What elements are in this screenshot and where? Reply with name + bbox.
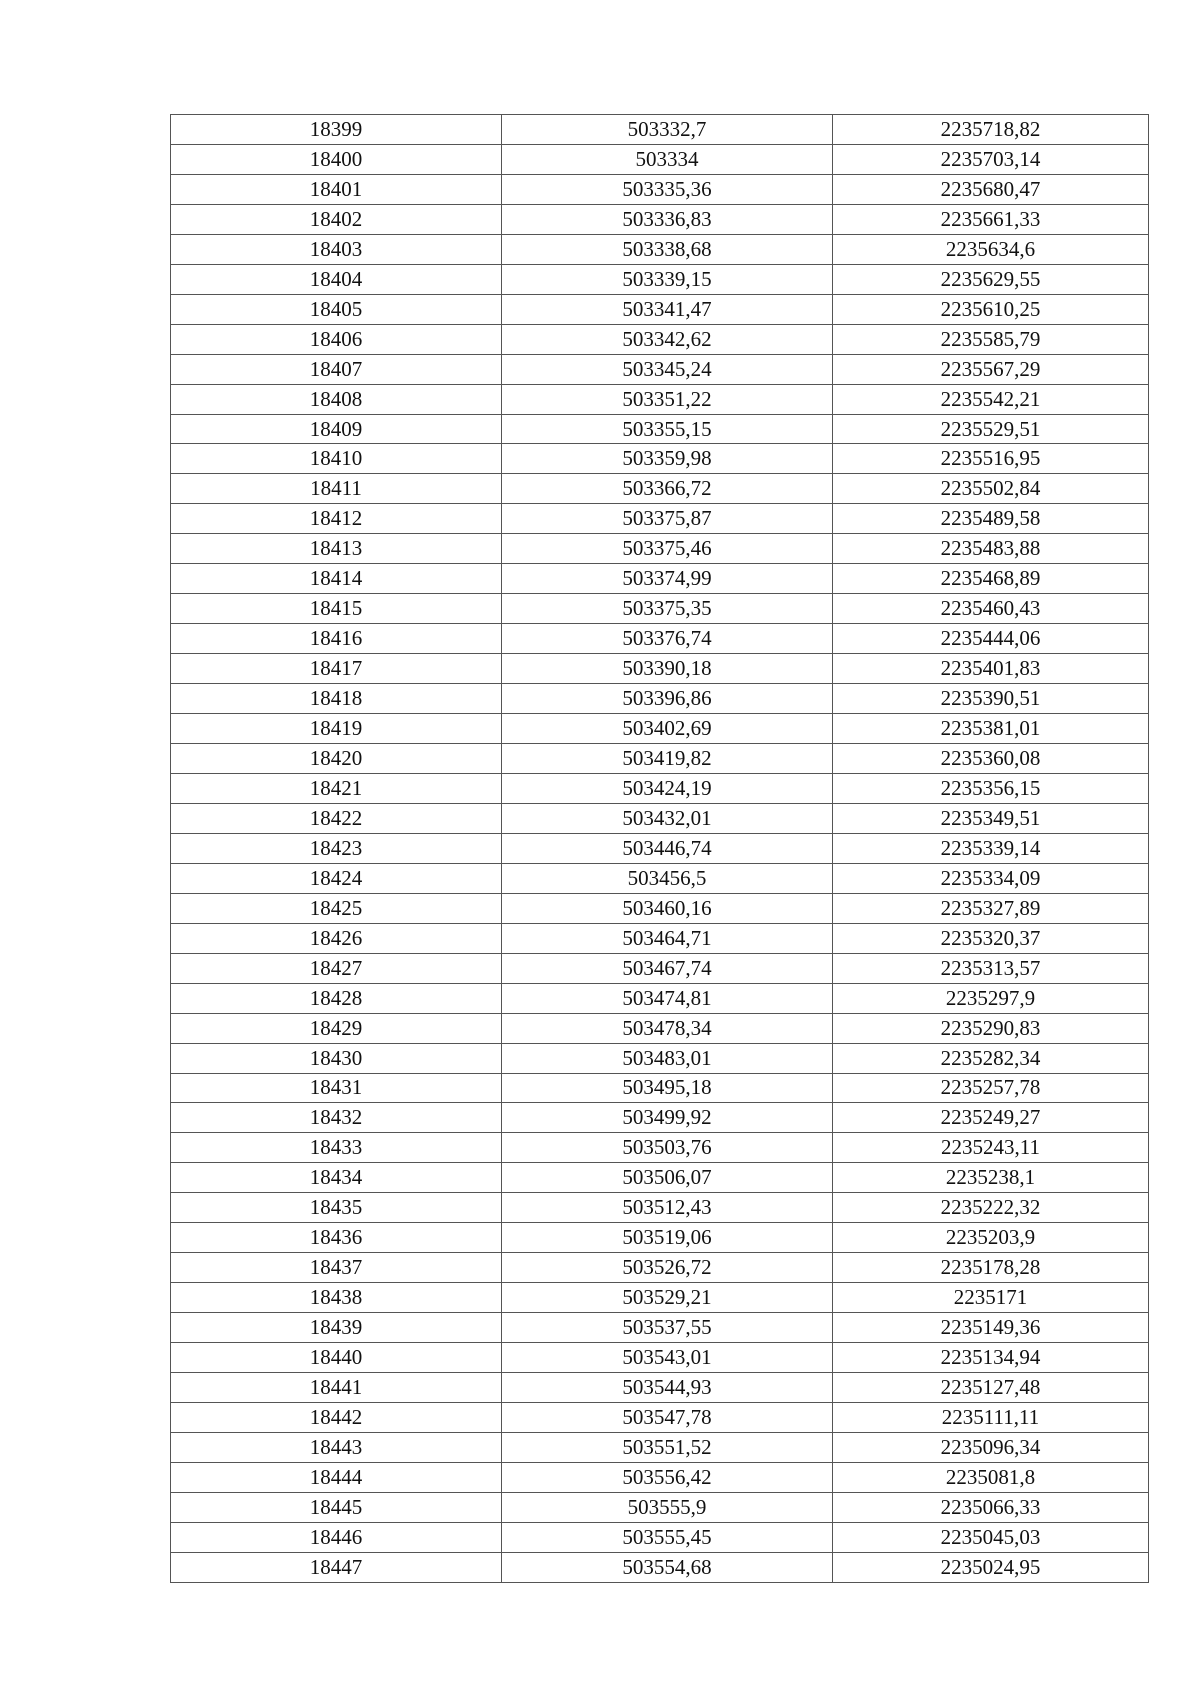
table-row bbox=[171, 1253, 1149, 1283]
table-row bbox=[171, 1133, 1149, 1163]
point-number-cell: 18442 bbox=[171, 1402, 502, 1432]
point-number-cell: 18447 bbox=[171, 1552, 502, 1582]
point-number-cell: 18405 bbox=[171, 294, 502, 324]
x-coordinate-cell: 503342,62 bbox=[502, 324, 833, 354]
x-coordinate-cell: 503366,72 bbox=[502, 474, 833, 504]
x-coordinate-cell: 503419,82 bbox=[502, 744, 833, 774]
point-number-cell: 18446 bbox=[171, 1522, 502, 1552]
x-coordinate-cell: 503547,78 bbox=[502, 1402, 833, 1432]
y-coordinate-cell: 2235222,32 bbox=[833, 1193, 1149, 1223]
x-coordinate-cell: 503376,74 bbox=[502, 624, 833, 654]
point-number-cell: 18436 bbox=[171, 1223, 502, 1253]
table-row bbox=[171, 115, 1149, 145]
x-coordinate-cell: 503432,01 bbox=[502, 803, 833, 833]
y-coordinate-cell: 2235629,55 bbox=[833, 264, 1149, 294]
table-row bbox=[171, 534, 1149, 564]
x-coordinate-cell: 503464,71 bbox=[502, 923, 833, 953]
point-number-cell: 18400 bbox=[171, 144, 502, 174]
point-number-cell: 18419 bbox=[171, 714, 502, 744]
x-coordinate-cell: 503551,52 bbox=[502, 1432, 833, 1462]
point-number-cell: 18440 bbox=[171, 1343, 502, 1373]
point-number-cell: 18423 bbox=[171, 833, 502, 863]
point-number-cell: 18418 bbox=[171, 684, 502, 714]
y-coordinate-cell: 2235356,15 bbox=[833, 773, 1149, 803]
table-row bbox=[171, 953, 1149, 983]
point-number-cell: 18412 bbox=[171, 504, 502, 534]
x-coordinate-cell: 503495,18 bbox=[502, 1073, 833, 1103]
point-number-cell: 18444 bbox=[171, 1462, 502, 1492]
x-coordinate-cell: 503512,43 bbox=[502, 1193, 833, 1223]
table-row bbox=[171, 893, 1149, 923]
table-row bbox=[171, 414, 1149, 444]
x-coordinate-cell: 503544,93 bbox=[502, 1373, 833, 1403]
point-number-cell: 18408 bbox=[171, 384, 502, 414]
x-coordinate-cell: 503478,34 bbox=[502, 1013, 833, 1043]
point-number-cell: 18411 bbox=[171, 474, 502, 504]
point-number-cell: 18443 bbox=[171, 1432, 502, 1462]
table-row bbox=[171, 1343, 1149, 1373]
y-coordinate-cell: 2235401,83 bbox=[833, 654, 1149, 684]
table-row bbox=[171, 384, 1149, 414]
y-coordinate-cell: 2235238,1 bbox=[833, 1163, 1149, 1193]
x-coordinate-cell: 503335,36 bbox=[502, 174, 833, 204]
point-number-cell: 18409 bbox=[171, 414, 502, 444]
point-number-cell: 18431 bbox=[171, 1073, 502, 1103]
y-coordinate-cell: 2235680,47 bbox=[833, 174, 1149, 204]
y-coordinate-cell: 2235203,9 bbox=[833, 1223, 1149, 1253]
point-number-cell: 18439 bbox=[171, 1313, 502, 1343]
point-number-cell: 18420 bbox=[171, 744, 502, 774]
table-row bbox=[171, 204, 1149, 234]
point-number-cell: 18399 bbox=[171, 115, 502, 145]
y-coordinate-cell: 2235610,25 bbox=[833, 294, 1149, 324]
table-row bbox=[171, 1373, 1149, 1403]
table-row bbox=[171, 354, 1149, 384]
table-row bbox=[171, 833, 1149, 863]
table-row bbox=[171, 803, 1149, 833]
table-row bbox=[171, 1223, 1149, 1253]
y-coordinate-cell: 2235381,01 bbox=[833, 714, 1149, 744]
y-coordinate-cell: 2235468,89 bbox=[833, 564, 1149, 594]
y-coordinate-cell: 2235334,09 bbox=[833, 863, 1149, 893]
y-coordinate-cell: 2235516,95 bbox=[833, 444, 1149, 474]
y-coordinate-cell: 2235149,36 bbox=[833, 1313, 1149, 1343]
x-coordinate-cell: 503374,99 bbox=[502, 564, 833, 594]
x-coordinate-cell: 503334 bbox=[502, 144, 833, 174]
x-coordinate-cell: 503351,22 bbox=[502, 384, 833, 414]
x-coordinate-cell: 503554,68 bbox=[502, 1552, 833, 1582]
x-coordinate-cell: 503424,19 bbox=[502, 773, 833, 803]
x-coordinate-cell: 503355,15 bbox=[502, 414, 833, 444]
point-number-cell: 18445 bbox=[171, 1492, 502, 1522]
x-coordinate-cell: 503338,68 bbox=[502, 234, 833, 264]
y-coordinate-cell: 2235127,48 bbox=[833, 1373, 1149, 1403]
point-number-cell: 18430 bbox=[171, 1043, 502, 1073]
table-row bbox=[171, 564, 1149, 594]
y-coordinate-cell: 2235542,21 bbox=[833, 384, 1149, 414]
x-coordinate-cell: 503499,92 bbox=[502, 1103, 833, 1133]
y-coordinate-cell: 2235111,11 bbox=[833, 1402, 1149, 1432]
y-coordinate-cell: 2235529,51 bbox=[833, 414, 1149, 444]
point-number-cell: 18426 bbox=[171, 923, 502, 953]
table-row bbox=[171, 324, 1149, 354]
x-coordinate-cell: 503332,7 bbox=[502, 115, 833, 145]
table-row bbox=[171, 1013, 1149, 1043]
x-coordinate-cell: 503336,83 bbox=[502, 204, 833, 234]
y-coordinate-cell: 2235390,51 bbox=[833, 684, 1149, 714]
table-row bbox=[171, 444, 1149, 474]
x-coordinate-cell: 503556,42 bbox=[502, 1462, 833, 1492]
y-coordinate-cell: 2235585,79 bbox=[833, 324, 1149, 354]
table-row bbox=[171, 923, 1149, 953]
point-number-cell: 18402 bbox=[171, 204, 502, 234]
point-number-cell: 18414 bbox=[171, 564, 502, 594]
x-coordinate-cell: 503483,01 bbox=[502, 1043, 833, 1073]
point-number-cell: 18407 bbox=[171, 354, 502, 384]
point-number-cell: 18410 bbox=[171, 444, 502, 474]
table-row bbox=[171, 1432, 1149, 1462]
table-row bbox=[171, 1522, 1149, 1552]
table-row bbox=[171, 1462, 1149, 1492]
point-number-cell: 18403 bbox=[171, 234, 502, 264]
y-coordinate-cell: 2235661,33 bbox=[833, 204, 1149, 234]
y-coordinate-cell: 2235339,14 bbox=[833, 833, 1149, 863]
point-number-cell: 18429 bbox=[171, 1013, 502, 1043]
x-coordinate-cell: 503555,9 bbox=[502, 1492, 833, 1522]
y-coordinate-cell: 2235313,57 bbox=[833, 953, 1149, 983]
y-coordinate-cell: 2235360,08 bbox=[833, 744, 1149, 774]
table-row bbox=[171, 1103, 1149, 1133]
x-coordinate-cell: 503375,46 bbox=[502, 534, 833, 564]
x-coordinate-cell: 503506,07 bbox=[502, 1163, 833, 1193]
x-coordinate-cell: 503519,06 bbox=[502, 1223, 833, 1253]
table-row bbox=[171, 684, 1149, 714]
y-coordinate-cell: 2235178,28 bbox=[833, 1253, 1149, 1283]
table-row bbox=[171, 1163, 1149, 1193]
y-coordinate-cell: 2235066,33 bbox=[833, 1492, 1149, 1522]
y-coordinate-cell: 2235297,9 bbox=[833, 983, 1149, 1013]
y-coordinate-cell: 2235171 bbox=[833, 1283, 1149, 1313]
table-row bbox=[171, 773, 1149, 803]
point-number-cell: 18422 bbox=[171, 803, 502, 833]
y-coordinate-cell: 2235290,83 bbox=[833, 1013, 1149, 1043]
table-row bbox=[171, 863, 1149, 893]
x-coordinate-cell: 503375,87 bbox=[502, 504, 833, 534]
y-coordinate-cell: 2235703,14 bbox=[833, 144, 1149, 174]
x-coordinate-cell: 503339,15 bbox=[502, 264, 833, 294]
table-row bbox=[171, 594, 1149, 624]
table-row bbox=[171, 264, 1149, 294]
x-coordinate-cell: 503537,55 bbox=[502, 1313, 833, 1343]
x-coordinate-cell: 503345,24 bbox=[502, 354, 833, 384]
point-number-cell: 18428 bbox=[171, 983, 502, 1013]
table-row bbox=[171, 1043, 1149, 1073]
x-coordinate-cell: 503359,98 bbox=[502, 444, 833, 474]
point-number-cell: 18438 bbox=[171, 1283, 502, 1313]
point-number-cell: 18433 bbox=[171, 1133, 502, 1163]
y-coordinate-cell: 2235327,89 bbox=[833, 893, 1149, 923]
table-row bbox=[171, 1402, 1149, 1432]
table-row bbox=[171, 234, 1149, 264]
x-coordinate-cell: 503555,45 bbox=[502, 1522, 833, 1552]
x-coordinate-cell: 503390,18 bbox=[502, 654, 833, 684]
coordinates-table-body bbox=[171, 115, 1149, 1583]
point-number-cell: 18404 bbox=[171, 264, 502, 294]
table-row bbox=[171, 294, 1149, 324]
table-row bbox=[171, 1492, 1149, 1522]
table-row bbox=[171, 174, 1149, 204]
y-coordinate-cell: 2235081,8 bbox=[833, 1462, 1149, 1492]
document-page bbox=[170, 114, 1148, 1583]
table-row bbox=[171, 1552, 1149, 1582]
y-coordinate-cell: 2235320,37 bbox=[833, 923, 1149, 953]
point-number-cell: 18434 bbox=[171, 1163, 502, 1193]
y-coordinate-cell: 2235718,82 bbox=[833, 115, 1149, 145]
x-coordinate-cell: 503526,72 bbox=[502, 1253, 833, 1283]
table-row bbox=[171, 474, 1149, 504]
x-coordinate-cell: 503529,21 bbox=[502, 1283, 833, 1313]
point-number-cell: 18424 bbox=[171, 863, 502, 893]
point-number-cell: 18437 bbox=[171, 1253, 502, 1283]
table-row bbox=[171, 1283, 1149, 1313]
y-coordinate-cell: 2235024,95 bbox=[833, 1552, 1149, 1582]
y-coordinate-cell: 2235502,84 bbox=[833, 474, 1149, 504]
y-coordinate-cell: 2235045,03 bbox=[833, 1522, 1149, 1552]
point-number-cell: 18401 bbox=[171, 174, 502, 204]
x-coordinate-cell: 503402,69 bbox=[502, 714, 833, 744]
coordinates-table bbox=[170, 114, 1149, 1583]
x-coordinate-cell: 503543,01 bbox=[502, 1343, 833, 1373]
x-coordinate-cell: 503456,5 bbox=[502, 863, 833, 893]
y-coordinate-cell: 2235243,11 bbox=[833, 1133, 1149, 1163]
point-number-cell: 18421 bbox=[171, 773, 502, 803]
y-coordinate-cell: 2235444,06 bbox=[833, 624, 1149, 654]
point-number-cell: 18432 bbox=[171, 1103, 502, 1133]
table-row bbox=[171, 504, 1149, 534]
table-row bbox=[171, 1313, 1149, 1343]
point-number-cell: 18441 bbox=[171, 1373, 502, 1403]
table-row bbox=[171, 624, 1149, 654]
table-row bbox=[171, 983, 1149, 1013]
y-coordinate-cell: 2235349,51 bbox=[833, 803, 1149, 833]
x-coordinate-cell: 503375,35 bbox=[502, 594, 833, 624]
y-coordinate-cell: 2235483,88 bbox=[833, 534, 1149, 564]
point-number-cell: 18406 bbox=[171, 324, 502, 354]
table-row bbox=[171, 714, 1149, 744]
table-row bbox=[171, 144, 1149, 174]
y-coordinate-cell: 2235489,58 bbox=[833, 504, 1149, 534]
table-row bbox=[171, 1193, 1149, 1223]
table-row bbox=[171, 654, 1149, 684]
y-coordinate-cell: 2235257,78 bbox=[833, 1073, 1149, 1103]
x-coordinate-cell: 503341,47 bbox=[502, 294, 833, 324]
y-coordinate-cell: 2235134,94 bbox=[833, 1343, 1149, 1373]
x-coordinate-cell: 503503,76 bbox=[502, 1133, 833, 1163]
x-coordinate-cell: 503460,16 bbox=[502, 893, 833, 923]
y-coordinate-cell: 2235460,43 bbox=[833, 594, 1149, 624]
point-number-cell: 18427 bbox=[171, 953, 502, 983]
point-number-cell: 18417 bbox=[171, 654, 502, 684]
y-coordinate-cell: 2235567,29 bbox=[833, 354, 1149, 384]
table-row bbox=[171, 744, 1149, 774]
y-coordinate-cell: 2235634,6 bbox=[833, 234, 1149, 264]
x-coordinate-cell: 503446,74 bbox=[502, 833, 833, 863]
y-coordinate-cell: 2235249,27 bbox=[833, 1103, 1149, 1133]
point-number-cell: 18415 bbox=[171, 594, 502, 624]
x-coordinate-cell: 503474,81 bbox=[502, 983, 833, 1013]
table-row bbox=[171, 1073, 1149, 1103]
x-coordinate-cell: 503396,86 bbox=[502, 684, 833, 714]
x-coordinate-cell: 503467,74 bbox=[502, 953, 833, 983]
point-number-cell: 18425 bbox=[171, 893, 502, 923]
y-coordinate-cell: 2235096,34 bbox=[833, 1432, 1149, 1462]
point-number-cell: 18416 bbox=[171, 624, 502, 654]
point-number-cell: 18435 bbox=[171, 1193, 502, 1223]
point-number-cell: 18413 bbox=[171, 534, 502, 564]
y-coordinate-cell: 2235282,34 bbox=[833, 1043, 1149, 1073]
